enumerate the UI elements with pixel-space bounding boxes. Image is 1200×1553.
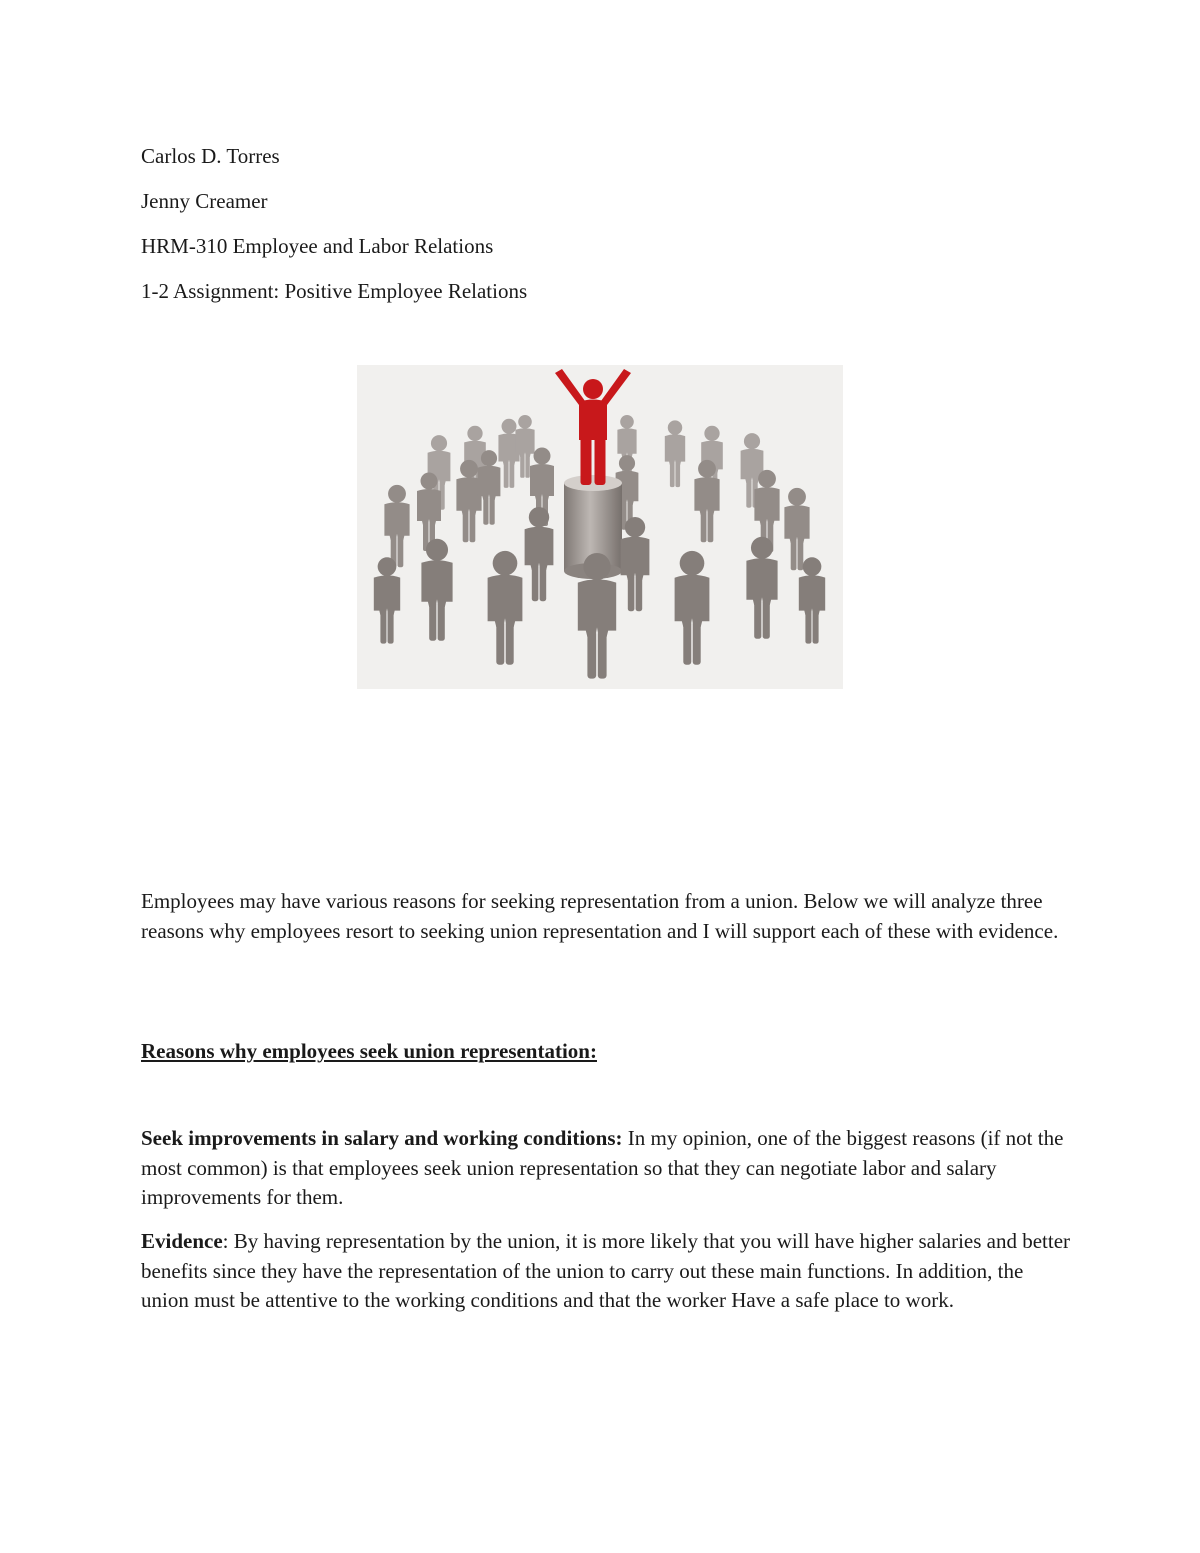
reason-1-title: Seek improvements in salary and working conditions: — [141, 1126, 623, 1150]
course-title: HRM-310 Employee and Labor Relations — [141, 234, 494, 258]
evidence-1-label: Evidence — [141, 1229, 223, 1253]
evidence-1-text: : By having representation by the union, it is more likely that you will have higher salaries and better benefits since they have the representation of the union to carry out these main functions. In addition, the union must be attentive to the working conditions and that the worker Have a safe place to work. — [141, 1229, 1071, 1312]
leader-crowd-illustration — [357, 365, 843, 689]
author-name: Carlos D. Torres — [141, 144, 280, 168]
leader-figure — [555, 369, 631, 485]
assignment-title: 1-2 Assignment: Positive Employee Relations — [141, 279, 528, 303]
instructor-name: Jenny Creamer — [141, 189, 268, 213]
reason-1-text: In my opinion, one of the biggest reasons (if not the most common) is that employees seek union representation so that they can negotiate labor and salary improvements for them. — [141, 1126, 1064, 1209]
reason-1-paragraph — [141, 1124, 1071, 1213]
evidence-1-paragraph — [141, 1227, 1071, 1316]
section-heading: Reasons why employees seek union representation: — [141, 1039, 597, 1063]
intro-paragraph: Employees may have various reasons for seeking representation from a union. Below we will analyze three reasons why employees resort to seeking union representation and I will support each of these with evidence. — [141, 889, 1059, 943]
